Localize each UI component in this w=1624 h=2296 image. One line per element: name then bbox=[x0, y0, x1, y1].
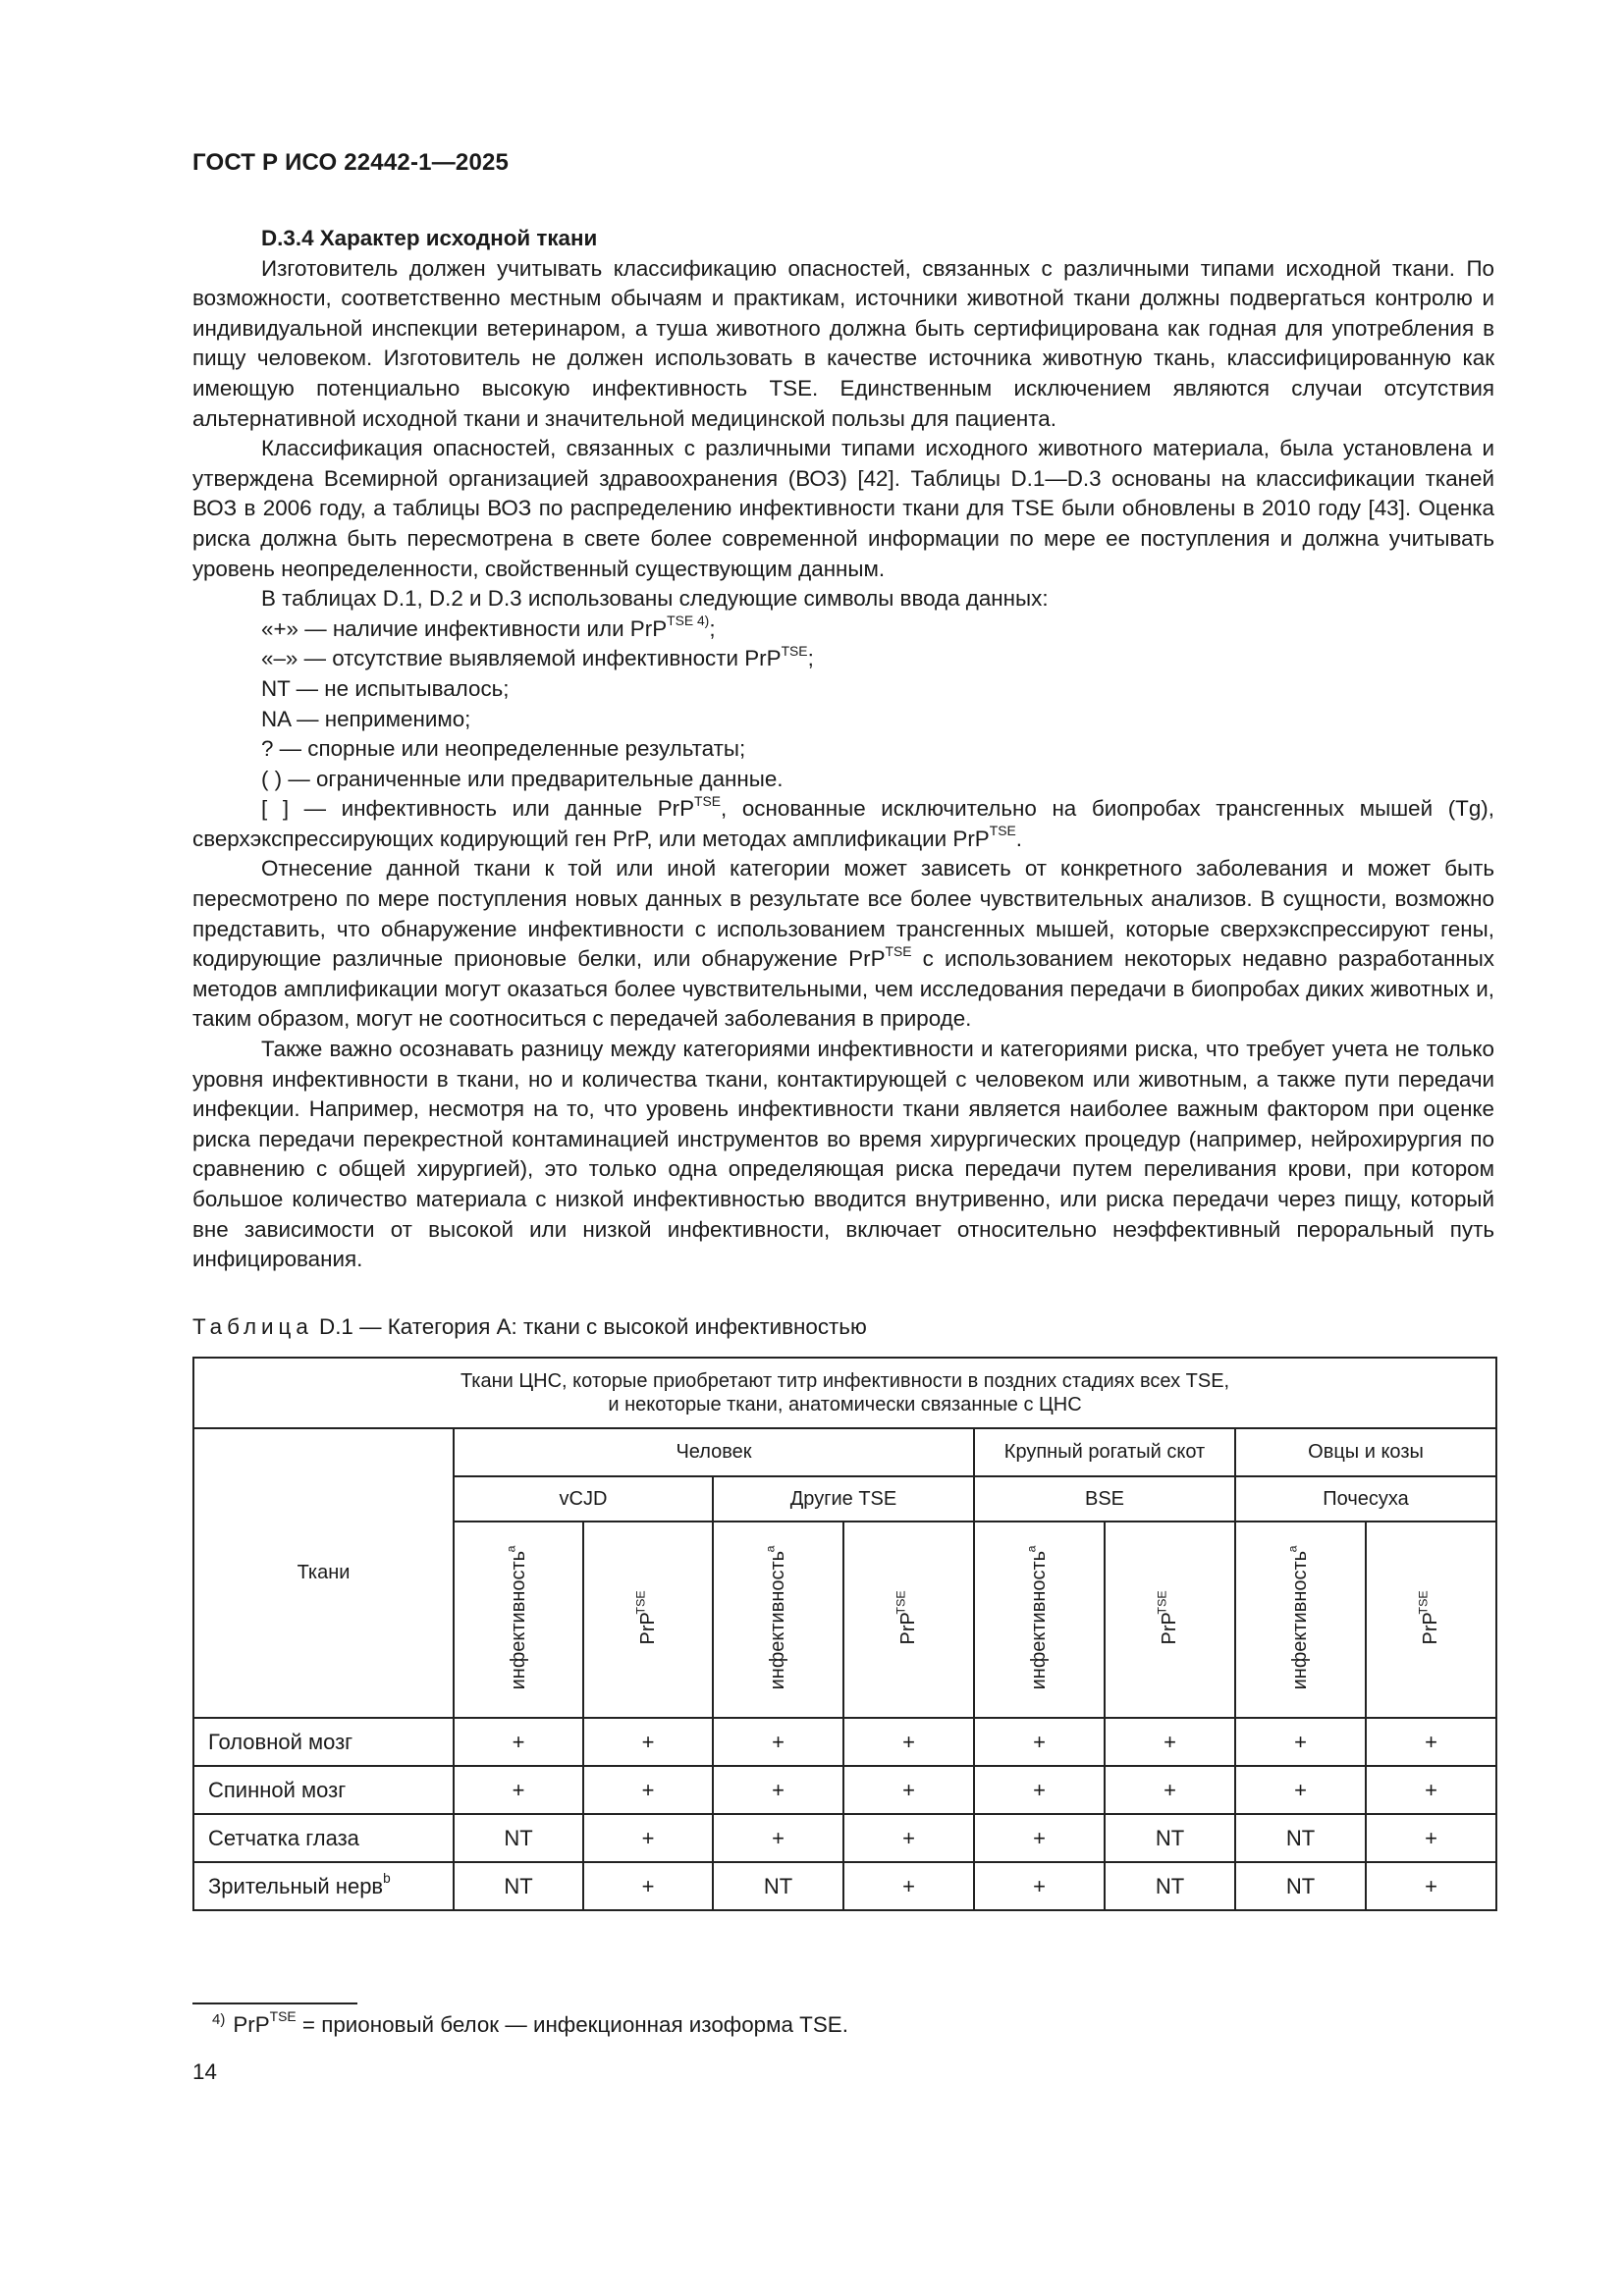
table-cell: + bbox=[1105, 1718, 1235, 1766]
group-header-sheep-goats: Овцы и козы bbox=[1235, 1428, 1496, 1476]
table-cell: NT bbox=[1105, 1814, 1235, 1862]
tissue-name-text: Зрительный нерв bbox=[208, 1873, 384, 1898]
table-caption-prefix: Таблица bbox=[192, 1314, 313, 1339]
tissue-infectivity-table bbox=[192, 1357, 1497, 1911]
subgroup-header-other-tse: Другие TSE bbox=[713, 1476, 974, 1522]
tissue-name-text: Сетчатка глаза bbox=[208, 1825, 359, 1850]
main-text bbox=[192, 224, 1494, 1275]
subgroup-header-scrapie: Почесуха bbox=[1235, 1476, 1496, 1522]
section-title: D.3.4 Характер исходной ткани bbox=[261, 226, 598, 250]
infectivity-label: инфективность bbox=[1289, 1550, 1311, 1690]
table-cell: + bbox=[454, 1718, 583, 1766]
table-cell: + bbox=[974, 1718, 1105, 1766]
footnote-divider bbox=[192, 2002, 357, 2004]
symbol-plus-text: «+» — наличие инфективности или PrP bbox=[261, 615, 668, 641]
symbol-brackets-sup2: TSE bbox=[989, 823, 1016, 839]
tissue-name bbox=[193, 1718, 454, 1766]
table-cell: + bbox=[1366, 1766, 1496, 1814]
symbol-minus-sup: TSE bbox=[781, 642, 808, 659]
table-cell: + bbox=[1235, 1718, 1366, 1766]
prp-label: PrP bbox=[897, 1612, 919, 1645]
symbol-minus-text: «–» — отсутствие выявляемой инфективности PrP bbox=[261, 646, 782, 671]
table-caption-title: D.1 — Категория А: ткани с высокой инфективностью bbox=[312, 1314, 867, 1339]
symbol-plus-end: ; bbox=[709, 615, 716, 641]
tissue-name bbox=[193, 1862, 454, 1910]
column-header-prp bbox=[1105, 1522, 1235, 1718]
table-cell: + bbox=[713, 1766, 843, 1814]
top-header-line-2: и некоторые ткани, анатомически связанные с ЦНС bbox=[608, 1394, 1082, 1415]
symbol-minus-end: ; bbox=[807, 646, 814, 671]
table-row bbox=[193, 1766, 1496, 1814]
infectivity-sup: a bbox=[503, 1545, 517, 1553]
page-number: 14 bbox=[192, 2059, 217, 2084]
column-header-infectivity bbox=[974, 1522, 1105, 1718]
infectivity-label: инфективность bbox=[767, 1550, 788, 1690]
paragraph-5: Также важно осознавать разницу между категориями инфективности и категориями риска, что требует учета не только уровня инфективности в ткани, но и количества ткани, контактирующей с человеком или животным, а также пути передачи инфекции. Например, несмотря на то, что уровень инфективности ткани является наиболее важным фактором при оценке риска передачи перекрестной контаминацией инструментов во время хирургических процедур (например, нейрохирургия по сравнению с общей хирургией), это только одна определяющая риска передачи путем переливания крови, при котором большое количество материала с низкой инфективностью вводится внутривенно, или риска передачи через пищу, который вне зависимости от высокой или низкой инфективности, включает относительно неэффективный пероральный путь инфицирования. bbox=[192, 1037, 1494, 1272]
group-header-cattle: Крупный рогатый скот bbox=[974, 1428, 1235, 1476]
footnote-sup: TSE bbox=[269, 2008, 297, 2025]
top-header-line-1: Ткани ЦНС, которые приобретают титр инфективности в поздних стадиях всех TSE, bbox=[460, 1370, 1230, 1392]
paragraph-4-sup: TSE bbox=[885, 942, 912, 959]
table-cell: + bbox=[1105, 1766, 1235, 1814]
table-cell: + bbox=[454, 1766, 583, 1814]
table-row bbox=[193, 1862, 1496, 1910]
symbol-nt: NT — не испытывалось; bbox=[261, 675, 510, 701]
table-cell: + bbox=[583, 1718, 713, 1766]
symbol-question: ? — спорные или неопределенные результаты; bbox=[261, 736, 746, 762]
table-row bbox=[193, 1814, 1496, 1862]
table-row bbox=[193, 1718, 1496, 1766]
table-cell: + bbox=[843, 1862, 974, 1910]
tissue-name-text: Спинной мозг bbox=[208, 1777, 347, 1802]
infectivity-label: инфективность bbox=[507, 1550, 529, 1690]
symbol-plus-sup: TSE 4) bbox=[667, 613, 710, 629]
table-cell: + bbox=[1366, 1718, 1496, 1766]
prp-sup: TSE bbox=[893, 1590, 908, 1615]
tissue-name-text: Головной мозг bbox=[208, 1729, 353, 1754]
symbol-brackets bbox=[192, 794, 1494, 854]
paragraph-4 bbox=[192, 854, 1494, 1035]
table-top-header bbox=[193, 1358, 1496, 1428]
table-cell: + bbox=[974, 1862, 1105, 1910]
footnote bbox=[192, 2008, 848, 2038]
prp-sup: TSE bbox=[1155, 1590, 1169, 1615]
infectivity-sup: a bbox=[1024, 1545, 1039, 1553]
footnote-text-rest: = прионовый белок — инфекционная изоформа TSE. bbox=[296, 2012, 848, 2037]
symbol-brackets-text: [ ] — инфективность или данные PrP bbox=[261, 796, 695, 822]
column-header-infectivity bbox=[1235, 1522, 1366, 1718]
table-cell: + bbox=[843, 1766, 974, 1814]
column-header-prp bbox=[1366, 1522, 1496, 1718]
table-caption bbox=[192, 1314, 867, 1340]
tissues-header: Ткани bbox=[193, 1428, 454, 1718]
column-header-prp bbox=[843, 1522, 974, 1718]
table-cell: + bbox=[713, 1718, 843, 1766]
table-cell: + bbox=[1235, 1766, 1366, 1814]
column-header-infectivity bbox=[454, 1522, 583, 1718]
paragraph-3: В таблицах D.1, D.2 и D.3 использованы следующие символы ввода данных: bbox=[261, 586, 1049, 612]
table-cell: + bbox=[583, 1766, 713, 1814]
infectivity-label: инфективность bbox=[1028, 1550, 1050, 1690]
symbol-na: NA — неприменимо; bbox=[261, 706, 471, 731]
table-cell: NT bbox=[1235, 1862, 1366, 1910]
paragraph-2: Классификация опасностей, связанных с различными типами исходного животного материала, была установлена и утверждена Всемирной организацией здравоохранения (ВОЗ) [42]. Таблицы D.1—D.3 основаны на классификации тканей ВОЗ в 2006 году, а таблицы ВОЗ по распределению инфективности ткани для TSE были обновлены в 2010 году [43]. Оценка риска должна быть пересмотрена в свете более современной информации по мере ее поступления и должна учитывать уровень неопределенности, свойственный существующим данным. bbox=[192, 436, 1494, 581]
group-header-human: Человек bbox=[454, 1428, 974, 1476]
document-header: ГОСТ Р ИСО 22442-1—2025 bbox=[192, 149, 510, 176]
prp-label: PrP bbox=[636, 1612, 659, 1645]
tissue-name-sup: b bbox=[383, 1871, 391, 1887]
subgroup-header-bse: BSE bbox=[974, 1476, 1235, 1522]
symbol-parens: ( ) — ограниченные или предварительные данные. bbox=[261, 766, 784, 791]
column-header-prp bbox=[583, 1522, 713, 1718]
table-cell: + bbox=[583, 1814, 713, 1862]
table-cell: + bbox=[843, 1718, 974, 1766]
table-cell: + bbox=[974, 1814, 1105, 1862]
table-cell: + bbox=[1366, 1814, 1496, 1862]
table-cell: NT bbox=[454, 1814, 583, 1862]
subgroup-header-vcjd: vCJD bbox=[454, 1476, 713, 1522]
symbol-brackets-text2: , основанные исключительно на биопробах трансгенных мышей (Tg), сверхэкспрессирующих кодирующий ген PrP, или методах амплификации PrP bbox=[192, 796, 1494, 851]
footnote-mark: 4) bbox=[212, 2010, 226, 2028]
symbol-brackets-sup1: TSE bbox=[694, 792, 722, 809]
infectivity-sup: a bbox=[1285, 1545, 1300, 1553]
table-cell: + bbox=[1366, 1862, 1496, 1910]
tissue-name bbox=[193, 1814, 454, 1862]
symbol-brackets-end: . bbox=[1015, 826, 1022, 851]
column-header-infectivity bbox=[713, 1522, 843, 1718]
table-cell: + bbox=[843, 1814, 974, 1862]
table-cell: NT bbox=[713, 1862, 843, 1910]
table-cell: NT bbox=[1235, 1814, 1366, 1862]
symbol-plus bbox=[192, 614, 1494, 645]
table-cell: + bbox=[713, 1814, 843, 1862]
footnote-text: PrP bbox=[233, 2012, 270, 2037]
prp-sup: TSE bbox=[632, 1590, 647, 1615]
paragraph-1: Изготовитель должен учитывать классификацию опасностей, связанных с различными типами исходной ткани. По возможности, соответственно местным обычаям и практикам, источники животной ткани должны подвергаться контролю и индивидуальной инспекции ветеринаром, а туша животного должна быть сертифицирована как годная для употребления в пищу человеком. Изготовитель не должен использовать в качестве источника животную ткань, классифицированную как имеющую потенциально высокую инфективность TSE. Единственным исключением являются случаи отсутствия альтернативной исходной ткани и значительной медицинской пользы для пациента. bbox=[192, 255, 1494, 431]
table-cell: NT bbox=[454, 1862, 583, 1910]
prp-label: PrP bbox=[1159, 1612, 1180, 1645]
paragraph-4-text: Отнесение данной ткани к той или иной категории может зависеть от конкретного заболевания и может быть пересмотрено по мере поступления новых данных в результате все более чувствительных анализов. В сущности, возможно представить, что обнаружение инфективности с использованием трансгенных мышей, которые сверхэкспрессируют гены, кодирующие различные прионовые белки, или обнаружение PrP bbox=[192, 856, 1494, 972]
table-cell: + bbox=[583, 1862, 713, 1910]
tissue-name bbox=[193, 1766, 454, 1814]
symbol-minus bbox=[192, 644, 1494, 674]
infectivity-sup: a bbox=[763, 1545, 778, 1553]
table-cell: + bbox=[974, 1766, 1105, 1814]
prp-sup: TSE bbox=[1416, 1590, 1431, 1615]
table-cell: NT bbox=[1105, 1862, 1235, 1910]
prp-label: PrP bbox=[1420, 1612, 1442, 1645]
paragraph-4-text2: с использованием некоторых недавно разработанных методов амплификации могут оказаться более чувствительными, чем исследования передачи в биопробах диких животных и, таким образом, могут не соотноситься с передачей заболевания в природе. bbox=[192, 946, 1494, 1032]
